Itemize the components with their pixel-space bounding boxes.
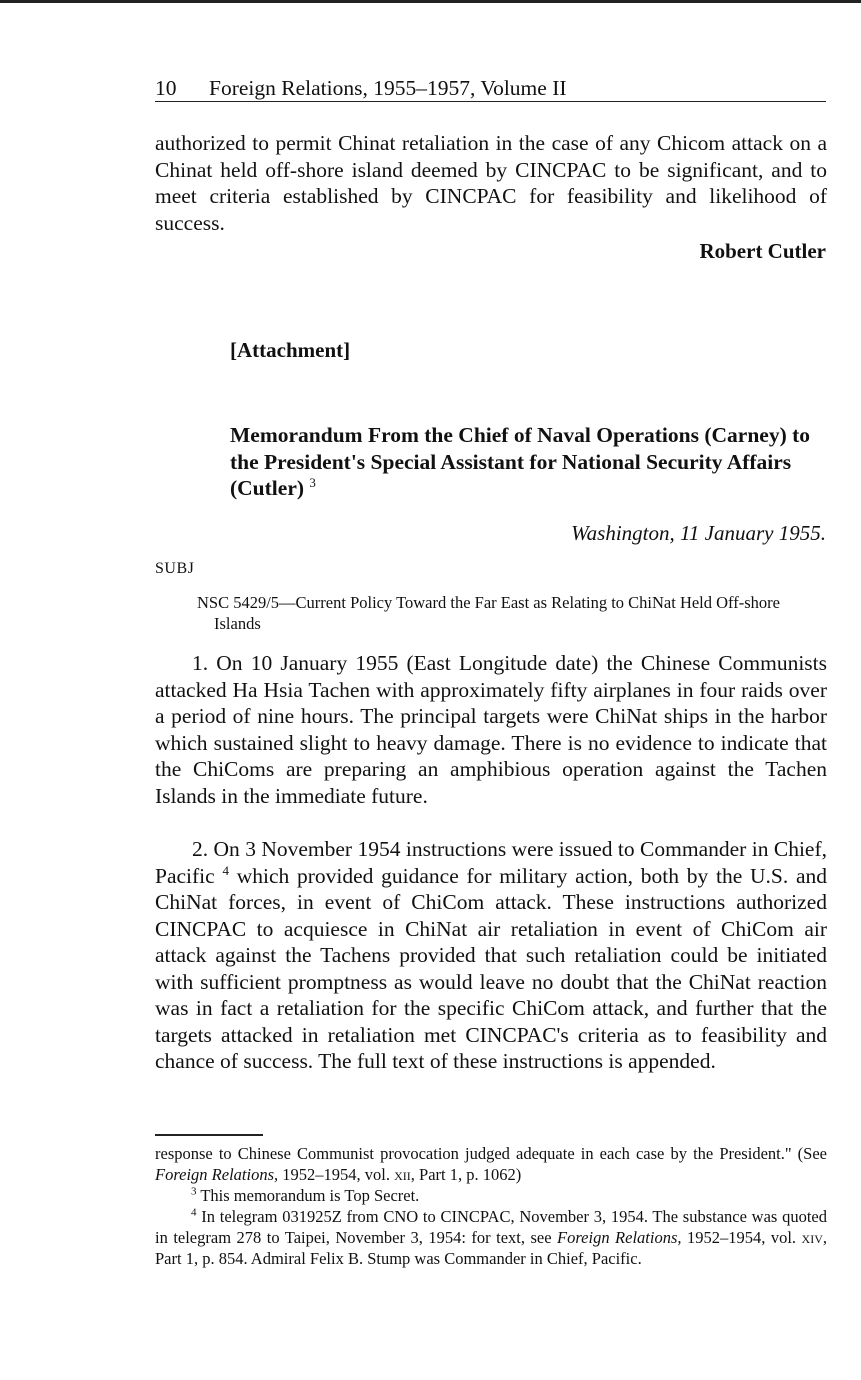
paragraph-2-start: 2. On 3 November 1954 instructions were issued to Commander in Chief, Pacific xyxy=(155,837,827,888)
memo-title-text: Memorandum From the Chief of Naval Operations (Carney) to the President's Special Assistant for National Security Affairs (Cutler) xyxy=(230,423,811,500)
footnote-divider xyxy=(155,1134,263,1136)
scan-top-border xyxy=(0,0,861,3)
footnote-ref-4: 4 xyxy=(222,862,229,878)
footnote-continued-italic: Foreign Relations, xyxy=(155,1165,279,1184)
footnote-4-italic: Foreign Relations, xyxy=(557,1228,682,1247)
subj-text: NSC 5429/5—Current Policy Toward the Far East as Relating to ChiNat Held Off-shore Islands xyxy=(197,593,780,633)
footnote-continued-text-2: 1952–1954, vol. xyxy=(278,1165,395,1184)
footnotes xyxy=(155,1143,827,1269)
footnote-4-number: 4 xyxy=(191,1206,197,1219)
page-number: 10 xyxy=(155,76,177,100)
footnote-4-volume: xiv xyxy=(801,1228,823,1247)
footnote-3-text: This memorandum is Top Secret. xyxy=(200,1186,420,1205)
signature: Robert Cutler xyxy=(699,239,826,263)
continued-paragraph: authorized to permit Chinat retaliation in the case of any Chicom attack on a Chinat held off-shore island deemed by CINCPAC to be significant, and to meet criteria established by CINCPAC for feasibility and likelihood of success. xyxy=(155,131,827,235)
running-title: Foreign Relations, 1955–1957, Volume II xyxy=(209,76,567,100)
attachment-heading: [Attachment] xyxy=(230,338,351,362)
paragraph-1: 1. On 10 January 1955 (East Longitude date) the Chinese Communists attacked Ha Hsia Tachen with approximately fifty airplanes in four raids over a period of nine hours. The principal targets were ChiNat ships in the harbor which sustained slight to heavy damage. There is no evidence to indicate that the ChiComs are preparing an amphibious operation against the Tachen Islands in the immediate future. xyxy=(155,651,827,808)
footnote-4-text-3: , Part 1, p. 854. Admiral Felix B. Stump was Commander in Chief, Pacific. xyxy=(155,1228,827,1268)
footnote-3 xyxy=(155,1185,827,1206)
footnote-4-text-2: 1952–1954, vol. xyxy=(681,1228,802,1247)
running-header xyxy=(155,76,826,102)
footnote-4-text: In telegram 031925Z from CNO to CINCPAC, November 3, 1954. The substance was quoted in telegram 278 to Taipei, November 3, 1954: for text, see xyxy=(155,1207,827,1247)
footnote-4 xyxy=(155,1206,827,1269)
subj-label: SUBJ xyxy=(155,560,195,577)
footnote-continued xyxy=(155,1143,827,1185)
paragraph-2-rest: which provided guidance for military action, both by the U.S. and ChiNat forces, in event of ChiCom attack. These instructions authorized CINCPAC to acquiesce in ChiNat air retaliation in event of ChiCom air attack against the Tachens provided that such retaliation could be initiated with sufficient promptness as would leave no doubt that the ChiNat reaction was in fact a retaliation for the specific ChiCom attack, and further that the targets attacked in retaliation met CINCPAC's criteria as to feasibility and chance of success. The full text of these instructions is appended. xyxy=(155,863,827,1073)
paragraph-2 xyxy=(155,836,827,1075)
footnote-continued-text: response to Chinese Communist provocation judged adequate in each case by the President." (See xyxy=(155,1144,827,1163)
dateline: Washington, 11 January 1955. xyxy=(571,521,826,545)
footnote-continued-text-3: , Part 1, p. 1062) xyxy=(410,1165,522,1184)
memo-title-footnote-ref: 3 xyxy=(309,474,316,490)
footnote-continued-volume: xii xyxy=(394,1165,411,1184)
memo-title xyxy=(230,422,815,502)
footnote-3-number: 3 xyxy=(191,1185,197,1198)
